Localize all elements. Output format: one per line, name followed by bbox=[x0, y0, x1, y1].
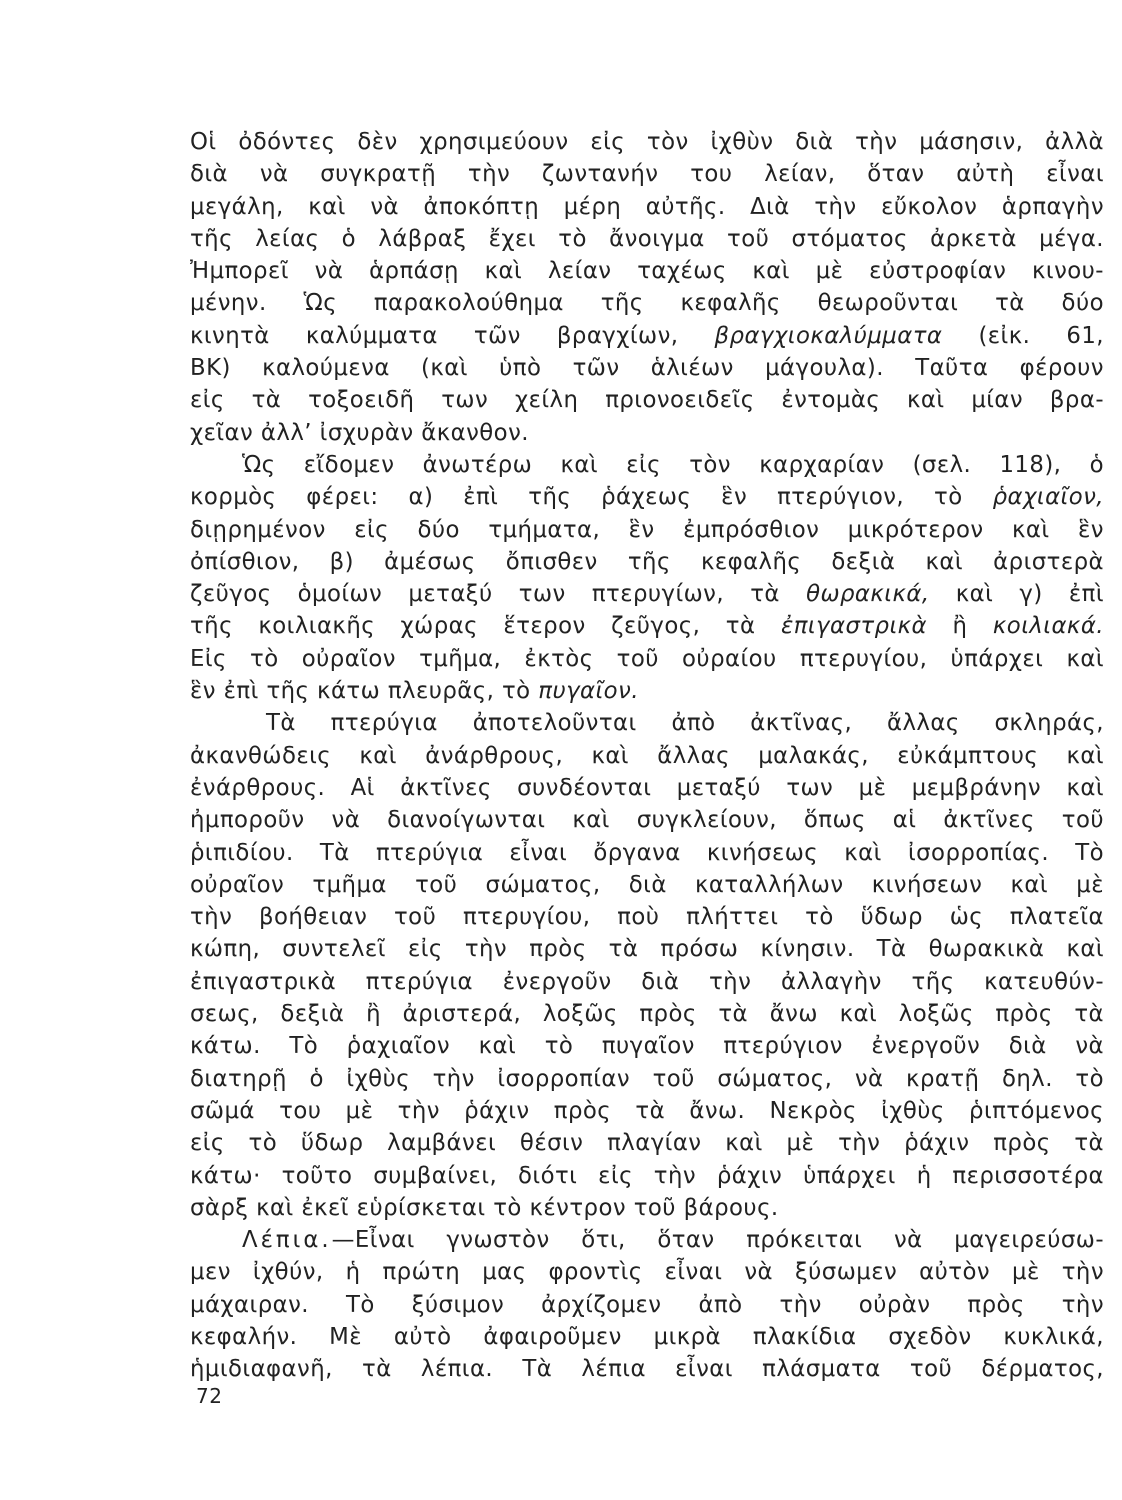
text-line: κινητὰ καλύμματα τῶν βραγχίων, βραγχιοκαλύμματα (εἰκ. 61, bbox=[190, 322, 1104, 349]
text-line: Ὡς εἴδομεν ἀνωτέρω καὶ εἰς τὸν καρχαρίαν (σελ. 118), ὁ bbox=[242, 451, 1104, 478]
text-line: εἰς τὰ τοξοειδῆ των χείλη πριονοειδεῖς ἐντομὰς καὶ μίαν βρα- bbox=[190, 387, 1104, 414]
text-line: ΒΚ) καλούμενα (καὶ ὑπὸ τῶν ἁλιέων μάγουλα). Ταῦτα φέρουν bbox=[190, 355, 1104, 382]
paragraph-scales bbox=[190, 1224, 1104, 1385]
text-line: τῆς κοιλιακῆς χώρας ἕτερον ζεῦγος, τὰ ἐπιγαστρικὰ ἢ κοιλιακά. bbox=[190, 613, 1104, 640]
text-line: ἡμιδιαφανῆ, τὰ λέπια. Τὰ λέπια εἶναι πλάσματα τοῦ δέρματος, bbox=[190, 1356, 1104, 1383]
italic-term: ἐπιγαστρικὰ bbox=[780, 613, 927, 640]
text-line: μάχαιραν. Τὸ ξύσιμον ἀρχίζομεν ἀπὸ τὴν οὐρὰν πρὸς τὴν bbox=[190, 1291, 1104, 1318]
section-heading-scales: Λέπια. bbox=[242, 1227, 332, 1254]
italic-term: βραγχιοκαλύμματα bbox=[714, 322, 943, 349]
text-line: τὴν βοήθειαν τοῦ πτερυγίου, ποὺ πλήττει τὸ ὕδωρ ὡς πλατεῖα bbox=[190, 904, 1104, 931]
text-line: μεγάλη, καὶ νὰ ἀποκόπτῃ μέρη αὐτῆς. Διὰ τὴν εὔκολον ἁρπαγὴν bbox=[190, 193, 1104, 220]
body-text bbox=[190, 126, 1104, 1386]
text-line: κεφαλήν. Μὲ αὐτὸ ἀφαιροῦμεν μικρὰ πλακίδια σχεδὸν κυκλικά, bbox=[190, 1323, 1104, 1350]
text-line: Εἰς τὸ οὐραῖον τμῆμα, ἐκτὸς τοῦ οὐραίου πτερυγίου, ὑπάρχει καὶ bbox=[190, 645, 1104, 672]
text-line: ἀκανθώδεις καὶ ἀνάρθρους, καὶ ἄλλας μαλακάς, εὐκάμπτους καὶ bbox=[190, 742, 1104, 769]
paragraph-teeth bbox=[190, 126, 1104, 449]
italic-term: κοιλιακά. bbox=[992, 613, 1104, 640]
text-line: σεως, δεξιὰ ἢ ἀριστερά, λοξῶς πρὸς τὰ ἄνω καὶ λοξῶς πρὸς τὰ bbox=[190, 1001, 1104, 1028]
text-line: ἐπιγαστρικὰ πτερύγια ἐνεργοῦν διὰ τὴν ἀλλαγὴν τῆς κατευθύν- bbox=[190, 968, 1104, 995]
text-line: μένην. Ὡς παρακολούθημα τῆς κεφαλῆς θεωροῦνται τὰ δύο bbox=[190, 290, 1104, 317]
text-line: ζεῦγος ὁμοίων μεταξύ των πτερυγίων, τὰ θωρακικά, καὶ γ) ἐπὶ bbox=[190, 581, 1104, 608]
text-line: κάτω. Τὸ ῥαχιαῖον καὶ τὸ πυγαῖον πτερύγιον ἐνεργοῦν διὰ νὰ bbox=[190, 1033, 1104, 1060]
text-line: χεῖαν ἀλλ’ ἰσχυρὰν ἄκανθον. bbox=[190, 419, 529, 446]
text-line: εἰς τὸ ὕδωρ λαμβάνει θέσιν πλαγίαν καὶ μὲ τὴν ῥάχιν πρὸς τὰ bbox=[190, 1130, 1104, 1157]
text-line: διῃρημένον εἰς δύο τμήματα, ἓν ἐμπρόσθιον μικρότερον καὶ ἓν bbox=[190, 516, 1104, 543]
text-line: ἠμποροῦν νὰ διανοίγωνται καὶ συγκλείουν, ὅπως αἱ ἀκτῖνες τοῦ bbox=[190, 807, 1104, 834]
text-line: διατηρῇ ὁ ἰχθὺς τὴν ἰσορροπίαν τοῦ σώματος, νὰ κρατῇ δηλ. τὸ bbox=[190, 1065, 1104, 1092]
text-line bbox=[190, 1224, 1104, 1256]
text-line: οὐραῖον τμῆμα τοῦ σώματος, διὰ καταλλήλων κινήσεων καὶ μὲ bbox=[190, 871, 1104, 898]
text-line: μεν ἰχθύν, ἡ πρώτη μας φροντὶς εἶναι νὰ ξύσωμεν αὐτὸν μὲ τὴν bbox=[190, 1259, 1104, 1286]
text-line: ὀπίσθιον, β) ἀμέσως ὄπισθεν τῆς κεφαλῆς δεξιὰ καὶ ἀριστερὰ bbox=[190, 548, 1104, 575]
text-line-content: —Εἶναι γνωστὸν ὅτι, ὅταν πρόκειται νὰ μαγειρεύσω- bbox=[331, 1227, 1104, 1254]
text-line: Οἱ ὀδόντες δὲν χρησιμεύουν εἰς τὸν ἰχθὺν διὰ τὴν μάσησιν, ἀλλὰ bbox=[190, 129, 1104, 155]
italic-term: πυγαῖον. bbox=[538, 678, 639, 705]
text-line: κορμὸς φέρει: α) ἐπὶ τῆς ῥάχεως ἓν πτερύγιον, τὸ ῥαχιαῖον, bbox=[190, 484, 1104, 511]
text-line: ἓν ἐπὶ τῆς κάτω πλευρᾶς, τὸ πυγαῖον. bbox=[190, 678, 639, 705]
text-line: κώπη, συντελεῖ εἰς τὴν πρὸς τὰ πρόσω κίνησιν. Τὰ θωρακικὰ καὶ bbox=[190, 936, 1104, 963]
text-line: ἐνάρθρους. Αἱ ἀκτῖνες συνδέονται μεταξύ των μὲ μεμβράνην καὶ bbox=[190, 774, 1104, 801]
text-line: Τὰ πτερύγια ἀποτελοῦνται ἀπὸ ἀκτῖνας, ἄλλας σκληράς, bbox=[266, 710, 1104, 737]
page-number: 72 bbox=[196, 1384, 223, 1408]
text-line: ῥιπιδίου. Τὰ πτερύγια εἶναι ὄργανα κινήσεως καὶ ἰσορροπίας. Τὸ bbox=[190, 839, 1104, 866]
text-line: σῶμά του μὲ τὴν ῥάχιν πρὸς τὰ ἄνω. Νεκρὸς ἰχθὺς ῥιπτόμενος bbox=[190, 1097, 1104, 1124]
paragraph-fin-rays bbox=[190, 707, 1104, 1224]
paragraph-fins-overview bbox=[190, 449, 1104, 707]
text-line: διὰ νὰ συγκρατῇ τὴν ζωντανήν του λείαν, ὅταν αὐτὴ εἶναι bbox=[190, 161, 1104, 188]
text-line: Ἠμπορεῖ νὰ ἁρπάσῃ καὶ λείαν ταχέως καὶ μὲ εὐστροφίαν κινου- bbox=[190, 258, 1104, 285]
italic-term: ῥαχιαῖον, bbox=[992, 484, 1104, 511]
text-line: κάτω· τοῦτο συμβαίνει, διότι εἰς τὴν ῥάχιν ὑπάρχει ἡ περισσοτέρα bbox=[190, 1162, 1104, 1189]
text-line: τῆς λείας ὁ λάβραξ ἔχει τὸ ἄνοιγμα τοῦ στόματος ἀρκετὰ μέγα. bbox=[190, 225, 1104, 252]
text-line: σὰρξ καὶ ἐκεῖ εὑρίσκεται τὸ κέντρον τοῦ βάρους. bbox=[190, 1194, 779, 1221]
italic-term: θωρακικά, bbox=[806, 581, 930, 608]
